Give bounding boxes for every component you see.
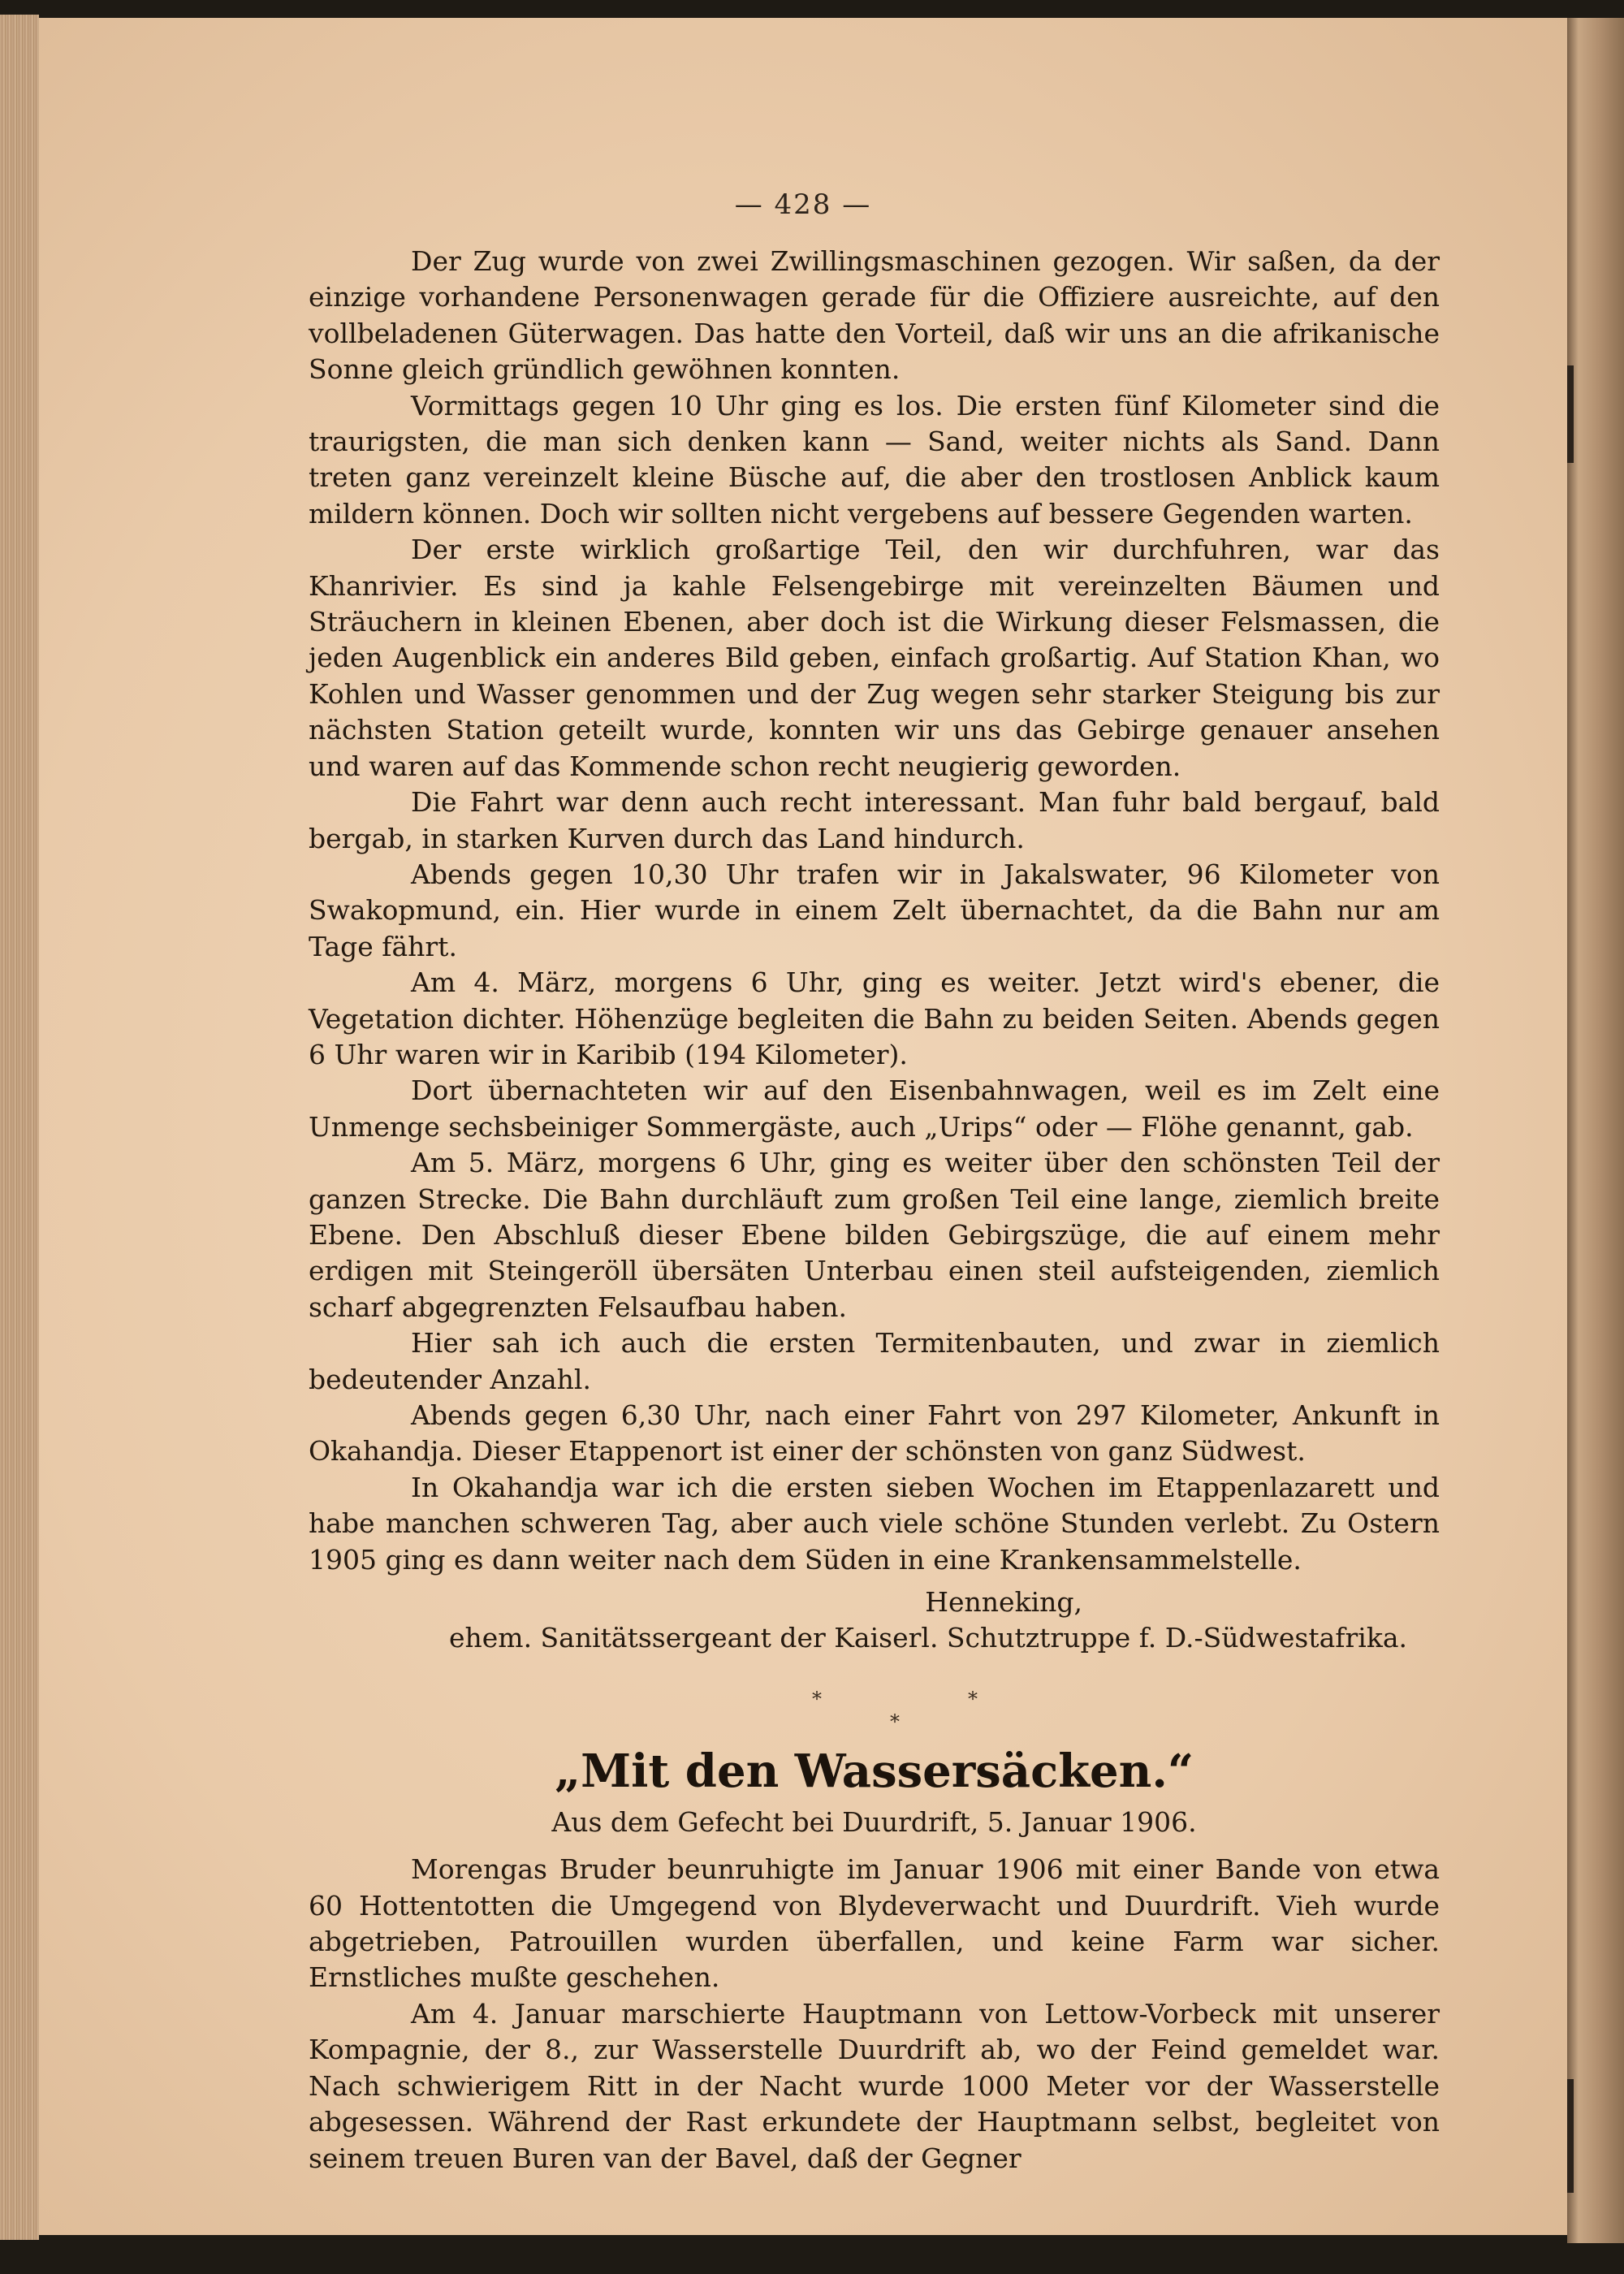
book-spine-edge (1567, 18, 1624, 2243)
section-subheading: Aus dem Gefecht bei Duurdrift, 5. Januar 1906. (551, 1805, 1197, 1838)
signature-name: Henneking, (925, 1586, 1082, 1619)
paragraph: Der Zug wurde von zwei Zwillingsmaschinen gezogen. Wir saßen, da der einzige vorhandene Personenwagen gerade für die Offiziere ausreichte, auf den vollbeladenen Güterwagen. Das hatte den Vorteil, daß wir uns an die afrikanische Sonne gleich gründlich gewöhnen konnten. (309, 245, 1440, 386)
paragraph: Der erste wirklich großartige Teil, den wir durchfuhren, war das Khanrivier. Es sind ja kahle Felsengebirge mit vereinzelten Bäumen und Sträuchern in kleinen Ebenen, aber doch ist die Wirkung dieser Felsmassen, die jeden Augenblick ein anderes Bild geben, einfach großartig. Auf Station Khan, wo Kohlen und Wasser genommen und der Zug wegen sehr starker Steigung bis zur nächsten Station geteilt wurde, konnten wir uns das Gebirge genauer ansehen und waren auf das Kommende schon recht neugierig geworden. (309, 534, 1440, 782)
paragraph: Abends gegen 10,30 Uhr trafen wir in Jakalswater, 96 Kilometer von Swakopmund, ein. Hier wurde in einem Zelt übernachtet, da die Bahn nur am Tage fährt. (309, 858, 1440, 962)
paragraph: In Okahandja war ich die ersten sieben Wochen im Etappenlazarett und habe manchen schweren Tag, aber auch viele schöne Stunden verlebt. Zu Ostern 1905 ging es dann weiter nach dem Süden in eine Krankensammelstelle. (309, 1471, 1440, 1576)
section-heading: „Mit den Wassersäcken.“ (554, 1744, 1194, 1798)
page-number: — 428 — (734, 188, 872, 221)
paragraph: Dort übernachteten wir auf den Eisenbahnwagen, weil es im Zelt eine Unmenge sechsbeiniger Sommergäste, auch „Urips“ oder — Flöhe genannt, gab. (309, 1074, 1440, 1143)
paragraph: Hier sah ich auch die ersten Termitenbauten, und zwar in ziemlich bedeutender Anzahl. (309, 1327, 1440, 1395)
book-page (39, 18, 1567, 2235)
section-separator (309, 1657, 1440, 1733)
spine-mark (1567, 365, 1574, 463)
book-page-edges (0, 15, 39, 2240)
paragraph: Am 5. März, morgens 6 Uhr, ging es weiter über den schönsten Teil der ganzen Strecke. Die Bahn durchläuft zum großen Teil eine lange, ziemlich breite Ebene. Den Abschluß dieser Ebene bilden Gebirgszüge, die auf einem mehr erdigen mit Steingeröll übersäten Unterbau einen steil aufsteigenden, ziemlich scharf abgegrenzten Felsaufbau haben. (309, 1147, 1440, 1323)
main-text (309, 244, 1440, 2177)
paragraph: Vormittags gegen 10 Uhr ging es los. Die ersten fünf Kilometer sind die traurigsten, die man sich denken kann — Sand, weiter nichts als Sand. Dann treten ganz vereinzelt kleine Büsche auf, die aber den trostlosen Anblick kaum mildern können. Doch wir sollten nicht vergebens auf bessere Gegenden warten. (309, 389, 1440, 530)
paragraph: Abends gegen 6,30 Uhr, nach einer Fahrt von 297 Kilometer, Ankunft in Okahandja. Dieser Etappenort ist einer der schönsten von ganz Südwest. (309, 1399, 1440, 1468)
paragraph: Am 4. März, morgens 6 Uhr, ging es weiter. Jetzt wird's ebener, die Vegetation dichter. Höhenzüge begleiten die Bahn zu beiden Seiten. Abends gegen 6 Uhr waren wir in Karibib (194 Kilometer). (309, 966, 1440, 1070)
separator-star: * (890, 1710, 900, 1733)
paragraph: Am 4. Januar marschierte Hauptmann von Lettow-Vorbeck mit unserer Kompagnie, der 8., zur Wasserstelle Duurdrift ab, wo der Feind gemeldet war. Nach schwierigem Ritt in der Nacht wurde 1000 Meter vor der Wasserstelle abgesessen. Während der Rast erkundete der Hauptmann selbst, begleitet von seinem treuen Buren van der Bavel, daß der Gegner (309, 1997, 1440, 2174)
separator-star: * (812, 1687, 822, 1710)
separator-star: * (968, 1687, 978, 1710)
spine-mark (1567, 2079, 1574, 2193)
signature-title: ehem. Sanitätssergeant der Kaiserl. Schutztruppe f. D.-Südwestafrika. (448, 1622, 1407, 1654)
paragraph: Die Fahrt war denn auch recht interessant. Man fuhr bald bergauf, bald bergab, in starken Kurven durch das Land hindurch. (309, 786, 1440, 854)
paragraph: Morengas Bruder beunruhigte im Januar 1906 mit einer Bande von etwa 60 Hottentotten die Umgegend von Blydeverwacht und Duurdrift. Vieh wurde abgetrieben, Patrouillen wurden überfallen, und keine Farm war sicher. Ernstliches mußte geschehen. (309, 1853, 1440, 1994)
